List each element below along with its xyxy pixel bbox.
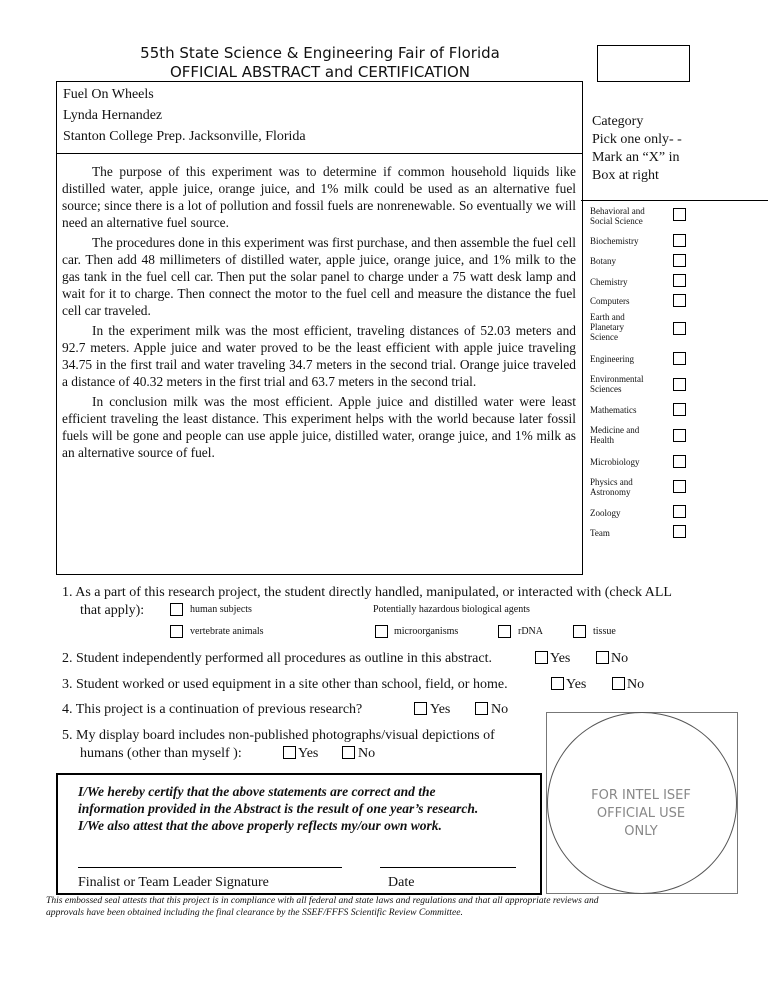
category-label-physics: Physics and Astronomy bbox=[590, 477, 633, 497]
category-checkbox-zoology[interactable] bbox=[673, 505, 686, 518]
category-label-microbiology: Microbiology bbox=[590, 457, 640, 467]
signature-line[interactable] bbox=[78, 867, 342, 868]
category-label-team: Team bbox=[590, 528, 610, 538]
seal-text: ONLY bbox=[624, 824, 658, 839]
category-label-behavioral: Behavioral and Social Science bbox=[590, 206, 645, 226]
form-title: 55th State Science & Engineering Fair of Florida bbox=[140, 44, 500, 62]
question-3-no-label: No bbox=[627, 677, 645, 692]
seal-text: OFFICIAL USE bbox=[596, 806, 686, 821]
id-box[interactable] bbox=[597, 45, 690, 82]
biological-agents-heading: Potentially hazardous biological agents bbox=[373, 604, 530, 615]
human-subjects-checkbox[interactable] bbox=[170, 603, 183, 616]
category-instruction: Pick one only- - bbox=[592, 132, 682, 147]
question-5-no-checkbox[interactable] bbox=[342, 746, 355, 759]
microorganisms-checkbox[interactable] bbox=[375, 625, 388, 638]
category-heading: Category bbox=[592, 114, 644, 129]
category-label-environmental: Environmental Sciences bbox=[590, 374, 644, 394]
category-label-zoology: Zoology bbox=[590, 508, 621, 518]
category-checkbox-chemistry[interactable] bbox=[673, 274, 686, 287]
question-1-continued: that apply): bbox=[80, 603, 145, 618]
human-subjects-label: human subjects bbox=[190, 604, 252, 615]
question-2: 2. Student independently performed all procedures as outline in this abstract. bbox=[62, 651, 492, 666]
abstract-paragraph: In conclusion milk was the most efficient. Apple juice and distilled water were least efficient traveling the least distance. This experiment helps with the world because later fossil fuels will be gone and people can use apple juice, distilled water, orange juice, and 1% milk as an alternative source of fuel. bbox=[62, 394, 576, 460]
student-name: Lynda Hernandez bbox=[63, 108, 163, 123]
category-label-engineering: Engineering bbox=[590, 354, 634, 364]
category-instruction: Mark an “X” in bbox=[592, 150, 680, 165]
category-checkbox-botany[interactable] bbox=[673, 254, 686, 267]
category-label-medicine: Medicine and Health bbox=[590, 425, 640, 445]
question-3-no-checkbox[interactable] bbox=[612, 677, 625, 690]
rdna-label: rDNA bbox=[518, 626, 543, 637]
question-2-yes-checkbox[interactable] bbox=[535, 651, 548, 664]
certification-statement: information provided in the Abstract is the result of one year’s research. bbox=[78, 801, 479, 816]
category-checkbox-medicine[interactable] bbox=[673, 429, 686, 442]
category-checkbox-engineering[interactable] bbox=[673, 352, 686, 365]
footer-note: This embossed seal attests that this project is in compliance with all federal and state laws and regulations and that all appropriate reviews and bbox=[46, 895, 599, 906]
abstract-paragraph: In the experiment milk was the most efficient, traveling distances of 52.03 meters and 92.7 meters. Apple juice and water proved to be the least efficient with apple juice traveling 34.75 in the first trail and water traveling 34.7 meters in the second trial. Orange juice traveled a distance of 40.32 meters in the first trial and 63.7 meters in the second trial. bbox=[62, 323, 576, 389]
category-checkbox-team[interactable] bbox=[673, 525, 686, 538]
category-label-biochemistry: Biochemistry bbox=[590, 236, 639, 246]
category-checkbox-mathematics[interactable] bbox=[673, 403, 686, 416]
abstract-paragraph: The purpose of this experiment was to determine if common household liquids like distilled water, apple juice, orange juice, and 1% milk could be used as an alternative fuel source; since there is a lot of pollution and fossil fuels are nonrenewable. So eventually we will need an alternative fuel source. bbox=[62, 164, 576, 230]
question-5-yes-checkbox[interactable] bbox=[283, 746, 296, 759]
certification-statement: I/We hereby certify that the above statements are correct and the bbox=[78, 784, 436, 799]
question-4: 4. This project is a continuation of previous research? bbox=[62, 702, 363, 717]
signature-label: Finalist or Team Leader Signature bbox=[78, 875, 269, 890]
category-label-earth-science: Earth and Planetary Science bbox=[590, 312, 625, 342]
category-checkbox-microbiology[interactable] bbox=[673, 455, 686, 468]
tissue-label: tissue bbox=[593, 626, 616, 637]
vertebrate-animals-label: vertebrate animals bbox=[190, 626, 264, 637]
rdna-checkbox[interactable] bbox=[498, 625, 511, 638]
category-checkbox-environmental[interactable] bbox=[673, 378, 686, 391]
question-5-no-label: No bbox=[358, 746, 376, 761]
vertebrate-animals-checkbox[interactable] bbox=[170, 625, 183, 638]
school-name: Stanton College Prep. Jacksonville, Florida bbox=[63, 129, 306, 144]
certification-statement: I/We also attest that the above properly reflects my/our own work. bbox=[78, 818, 442, 833]
question-4-no-label: No bbox=[491, 702, 509, 717]
question-3-yes-label: Yes bbox=[566, 677, 587, 692]
question-5-continued: humans (other than myself ): bbox=[80, 746, 242, 761]
category-checkbox-computers[interactable] bbox=[673, 294, 686, 307]
date-label: Date bbox=[388, 875, 415, 890]
tissue-checkbox[interactable] bbox=[573, 625, 586, 638]
abstract-text bbox=[62, 163, 576, 464]
date-line[interactable] bbox=[380, 867, 516, 868]
question-4-yes-label: Yes bbox=[430, 702, 451, 717]
form-subtitle: OFFICIAL ABSTRACT and CERTIFICATION bbox=[169, 63, 471, 81]
category-label-computers: Computers bbox=[590, 296, 630, 306]
category-divider bbox=[581, 200, 768, 201]
question-4-no-checkbox[interactable] bbox=[475, 702, 488, 715]
category-checkbox-behavioral[interactable] bbox=[673, 208, 686, 221]
category-instruction: Box at right bbox=[592, 168, 659, 183]
question-3-yes-checkbox[interactable] bbox=[551, 677, 564, 690]
category-label-chemistry: Chemistry bbox=[590, 277, 628, 287]
question-2-yes-label: Yes bbox=[550, 651, 571, 666]
category-checkbox-biochemistry[interactable] bbox=[673, 234, 686, 247]
question-5: 5. My display board includes non-published photographs/visual depictions of bbox=[62, 728, 495, 743]
question-1: 1. As a part of this research project, the student directly handled, manipulated, or interacted with (check ALL bbox=[62, 585, 672, 600]
question-2-no-checkbox[interactable] bbox=[596, 651, 609, 664]
category-checkbox-earth-science[interactable] bbox=[673, 322, 686, 335]
seal-text: FOR INTEL ISEF bbox=[591, 788, 691, 803]
question-5-yes-label: Yes bbox=[298, 746, 319, 761]
abstract-paragraph: The procedures done in this experiment was first purchase, and then assemble the fuel cell car. Then add 48 millimeters of distilled water, apple juice, orange juice, and 1% milk to the gas tank in the fuel cell car. Then put the solar panel to charge under a 75 watt desk lamp and wait for it to charge. Then connect the motor to the fuel cell and measure the distance the fuel cell car traveled. bbox=[62, 235, 576, 318]
footer-note: approvals have been obtained including the final clearance by the SSEF/FFFS Scientific Review Committee. bbox=[46, 907, 463, 918]
category-checkbox-physics[interactable] bbox=[673, 480, 686, 493]
question-2-no-label: No bbox=[611, 651, 629, 666]
category-label-botany: Botany bbox=[590, 256, 616, 266]
microorganisms-label: microorganisms bbox=[394, 626, 459, 637]
category-label-mathematics: Mathematics bbox=[590, 405, 637, 415]
question-3: 3. Student worked or used equipment in a site other than school, field, or home. bbox=[62, 677, 508, 692]
question-4-yes-checkbox[interactable] bbox=[414, 702, 427, 715]
project-title: Fuel On Wheels bbox=[63, 87, 154, 102]
